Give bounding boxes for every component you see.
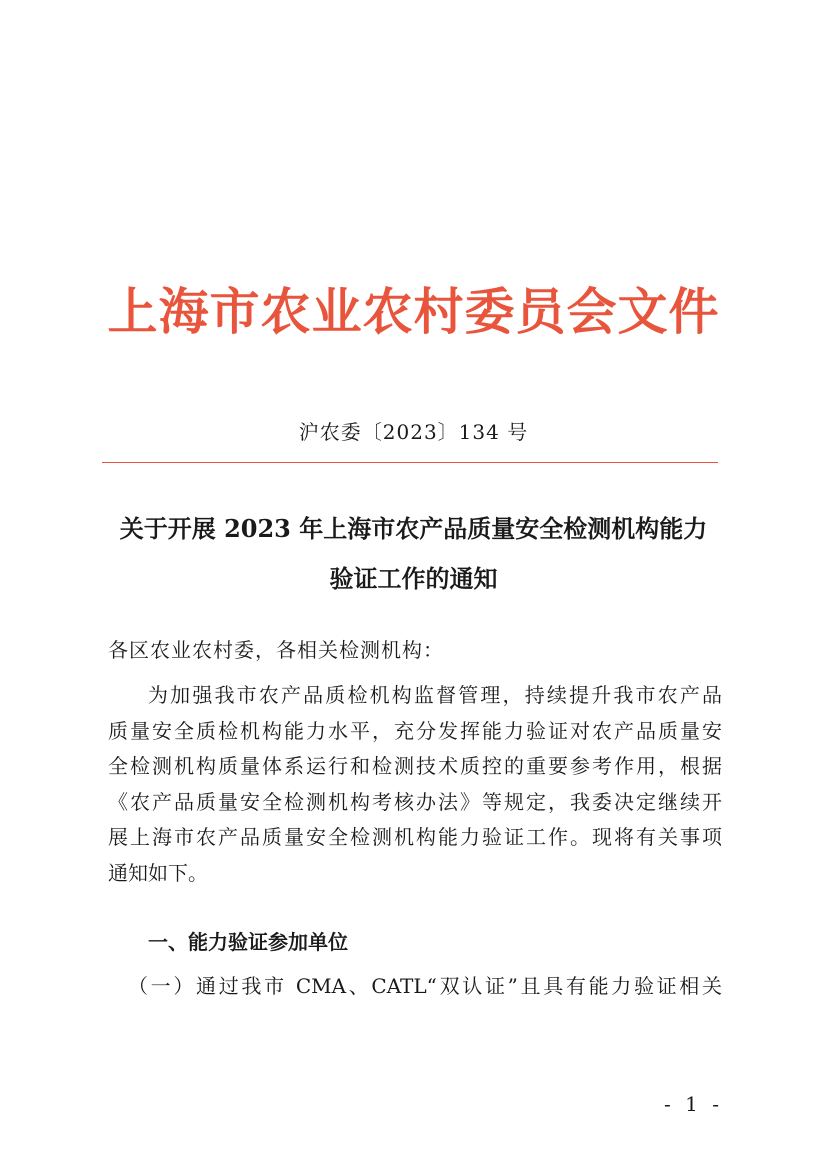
notice-title-line-2: 验证工作的通知 <box>329 564 498 593</box>
body-paragraph <box>108 678 722 891</box>
body-line: 通知如下。 <box>108 860 208 885</box>
sub-item-paragraph: （一）通过我市 CMA、CATL“双认证”且具有能力验证相关 <box>128 974 722 998</box>
body-line: 《农产品质量安全检测机构考核办法》等规定，我委决定继续开 <box>108 789 722 814</box>
addressee-line: 各区农业农村委，各相关检测机构： <box>108 638 444 662</box>
body-line: 全检测机构质量体系运行和检测技术质控的重要参考作用，根据 <box>108 754 722 778</box>
body-line: 为加强我市农产品质检机构监督管理，持续提升我市农产品 <box>148 683 722 707</box>
header-divider <box>102 462 718 463</box>
body-line: 展上海市农产品质量安全检测机构能力验证工作。现将有关事项 <box>108 825 722 849</box>
notice-title <box>0 504 827 604</box>
document-header-title: 上海市农业农村委员会文件 <box>107 282 720 341</box>
page-number: - 1 - <box>664 1092 723 1116</box>
section-heading: 一、能力验证参加单位 <box>148 930 348 954</box>
document-number: 沪农委〔2023〕134 号 <box>298 420 529 444</box>
body-line: 质量安全质检机构能力水平，充分发挥能力验证对农产品质量安 <box>108 718 722 743</box>
notice-title-line-1: 关于开展 2023 年上海市农产品质量安全检测机构能力 <box>119 514 708 543</box>
